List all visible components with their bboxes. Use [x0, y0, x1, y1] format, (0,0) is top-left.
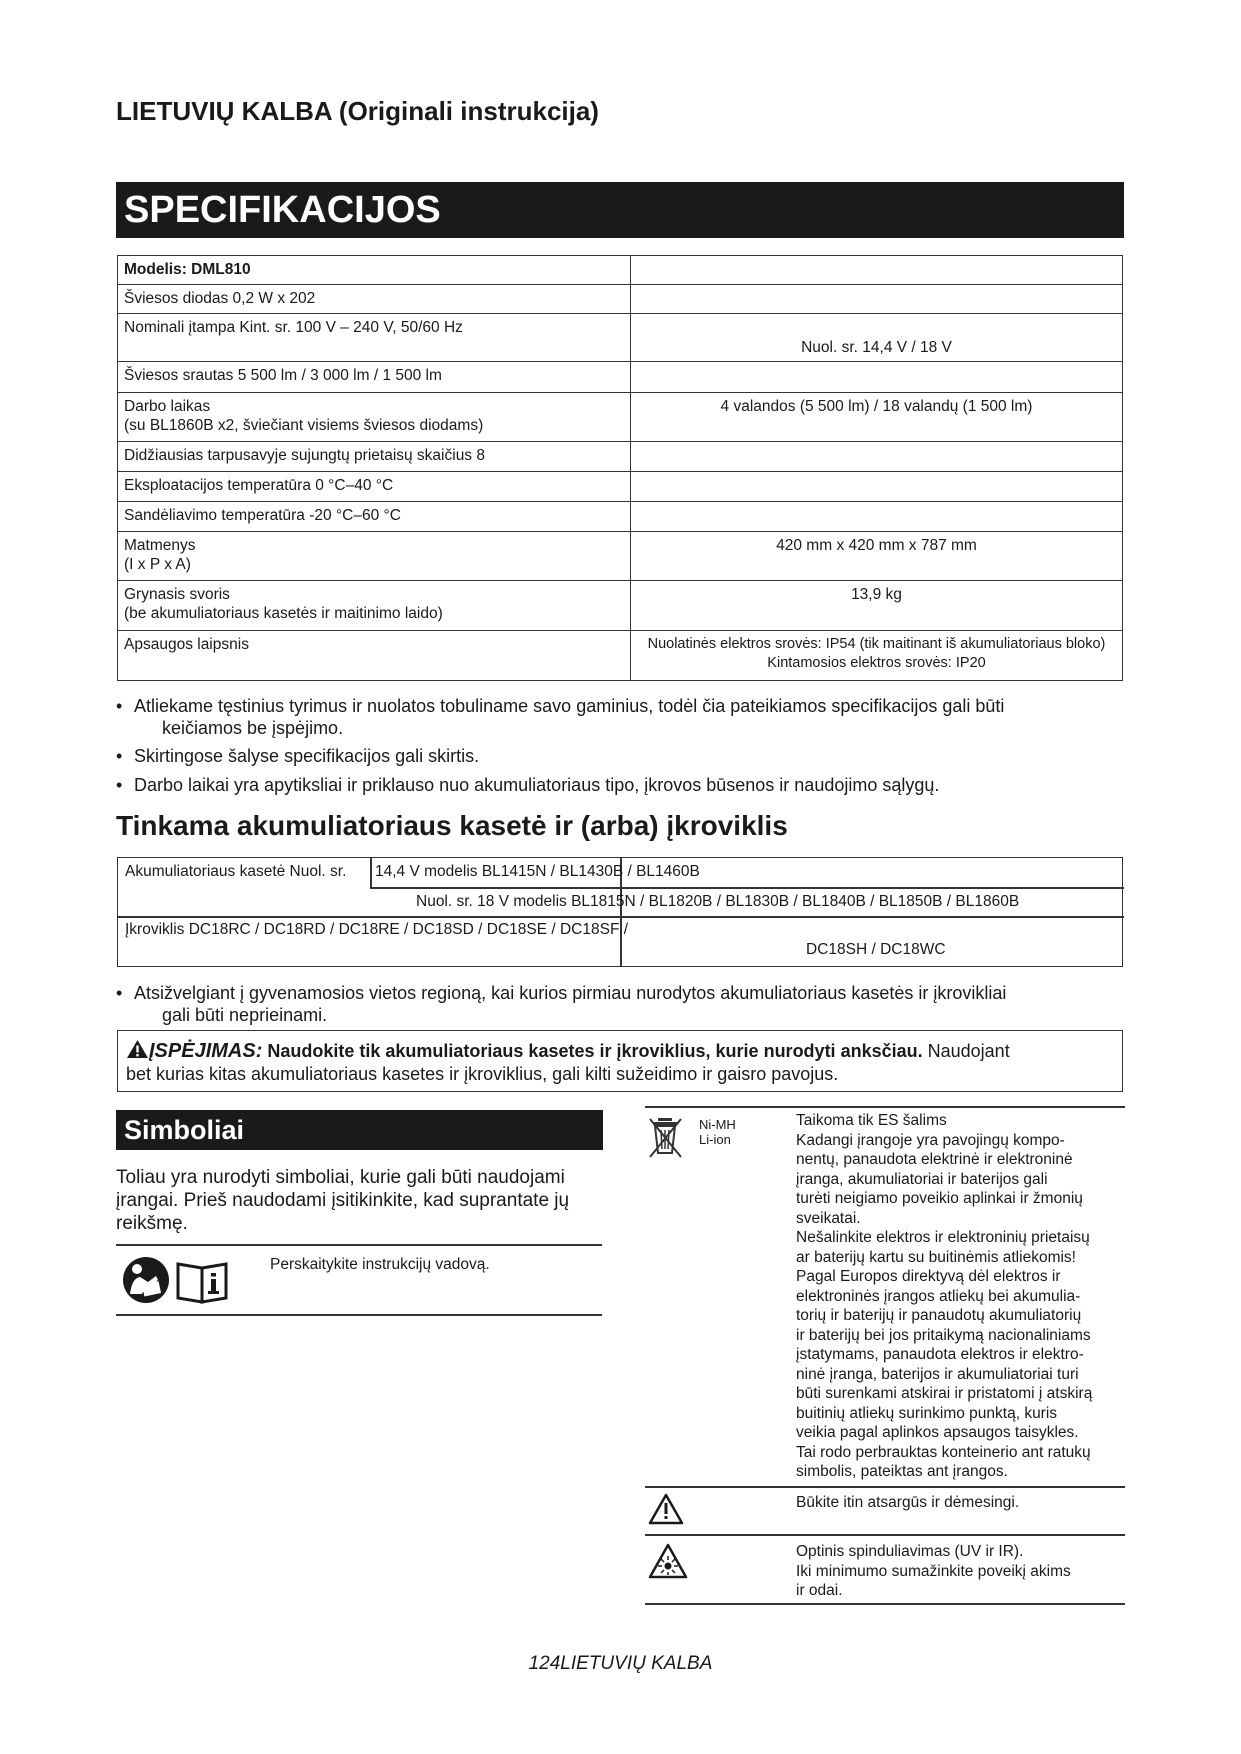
- note-text: keičiamos be įspėjimo.: [162, 718, 344, 738]
- divider: [645, 1106, 1125, 1108]
- battery-table: [117, 857, 1123, 967]
- text-line: ninė įranga, baterijos ir akumuliatoriai turi: [796, 1365, 1079, 1383]
- value-cell: 420 mm x 420 mm x 787 mm: [631, 532, 1123, 581]
- warning-bold-text: Naudokite tik akumuliatoriaus kasetes ir įkroviklius, kurie nurodyti anksčiau.: [267, 1041, 923, 1061]
- value-cell: Nuol. sr. 14,4 V / 18 V: [631, 314, 1123, 362]
- charger-label: Įkroviklis DC18RC / DC18RD / DC18RE / DC18SD / DC18SE / DC18SF /: [125, 921, 629, 938]
- bullet-icon: •: [116, 983, 123, 1003]
- value-cell: 13,9 kg: [631, 581, 1123, 631]
- divider: [370, 858, 372, 888]
- list-item: [116, 982, 1126, 1026]
- model-cell: Modelis: DML810: [118, 256, 631, 285]
- text-line: Taikoma tik ES šalims: [796, 1112, 947, 1129]
- note-text: Atliekame tęstinius tyrimus ir nuolatos tobuliname savo gaminius, todėl čia pateikiamos specifikacijos gali būti: [134, 696, 1005, 716]
- value-cell: [631, 502, 1123, 532]
- label-cell: [118, 581, 631, 631]
- list-item: [116, 695, 1126, 739]
- bullet-icon: •: [116, 746, 123, 766]
- page-title: LIETUVIŲ KALBA (Originali instrukcija): [116, 96, 599, 126]
- symbols-intro: Toliau yra nurodyti simboliai, kurie gali būti naudojami įrangai. Prieš naudodami įsitikinkite, kad suprantate jų reikšmę.: [116, 1167, 570, 1234]
- optical-radiation-text: [796, 1542, 1071, 1601]
- bullet-icon: •: [116, 696, 123, 716]
- crossed-bin-icon: [648, 1115, 688, 1164]
- label-line: Darbo laikas: [124, 398, 211, 415]
- text-line: Nešalinkite elektros ir elektroninių prietaisų: [796, 1229, 1090, 1246]
- text-line: sveikatai.: [796, 1209, 861, 1227]
- specs-heading: SPECIFIKACIJOS: [116, 182, 1124, 238]
- text-line: būti surenkami atskirai ir pristatomi į atskirą: [796, 1385, 1093, 1402]
- text-line: ir odai.: [796, 1582, 843, 1599]
- list-item: [116, 745, 1126, 767]
- value-cell: [631, 256, 1123, 285]
- text-line: torių ir baterijų ir panaudotų akumuliatorių: [796, 1307, 1082, 1324]
- text-line: elektroninės įrangos atliekų bei akumulia-: [796, 1287, 1081, 1305]
- note-text: Skirtingose šalyse specifikacijos gali skirtis.: [134, 746, 480, 766]
- battery-row-14v: 14,4 V modelis BL1415N / BL1430B / BL1460B: [375, 863, 700, 880]
- value-cell: [631, 362, 1123, 393]
- label-line: (I x P x A): [124, 556, 191, 573]
- text-line: Optinis spinduliavimas (UV ir IR).: [796, 1543, 1024, 1560]
- value-line: Nuolatinės elektros srovės: IP54 (tik maitinant iš akumuliatoriaus bloko): [647, 636, 1106, 652]
- symbols-heading: Simboliai: [116, 1110, 603, 1150]
- warning-icon: [126, 1039, 149, 1059]
- warning-text: Naudojant: [927, 1041, 1010, 1061]
- text-line: veikia pagal aplinkos apsaugos taisykles.: [796, 1424, 1079, 1441]
- label-line: (be akumuliatoriaus kasetės ir maitinimo laido): [124, 605, 443, 622]
- eu-disposal-text: [796, 1111, 1126, 1482]
- text-line: turėti neigiamo poveikio aplinkai ir žmonių: [796, 1190, 1083, 1207]
- read-manual-icon: [122, 1256, 228, 1309]
- text-line: Kadangi įrangoje yra pavojingų kompo-: [796, 1131, 1065, 1149]
- note-text: gali būti neprieinami.: [162, 1005, 328, 1025]
- warning-box: [117, 1030, 1123, 1092]
- battery-heading: Tinkama akumuliatoriaus kasetė ir (arba) įkroviklis: [116, 810, 788, 841]
- text-line: simbolis, pateiktas ant įrangos.: [796, 1463, 1008, 1480]
- text-line: įranga, akumuliatoriai ir baterijos gali: [796, 1170, 1048, 1188]
- text-line: ir baterijų bei jos pritaikymą nacionaliniams: [796, 1326, 1091, 1344]
- note-text: Darbo laikai yra apytiksliai ir priklauso nuo akumuliatoriaus tipo, įkrovos būsenos ir naudojimo sąlygų.: [134, 775, 940, 795]
- read-manual-text: Perskaitykite instrukcijų vadovą.: [270, 1256, 490, 1273]
- label-cell: Didžiausias tarpusavyje sujungtų prietaisų skaičius 8: [118, 442, 631, 472]
- page-footer: 124LIETUVIŲ KALBA: [528, 1653, 713, 1674]
- label-cell: Nominali įtampa Kint. sr. 100 V – 240 V, 50/60 Hz: [118, 314, 631, 362]
- charger-value: DC18SH / DC18WC: [806, 941, 946, 958]
- warning-label: ĮSPĖJIMAS:: [149, 1040, 263, 1062]
- specs-table: [117, 255, 1123, 681]
- label-cell: [118, 532, 631, 581]
- divider: [116, 1314, 602, 1316]
- divider: [645, 1534, 1125, 1536]
- value-cell: [631, 472, 1123, 502]
- text-line: Iki minimumo sumažinkite poveikį akims: [796, 1562, 1071, 1580]
- warning-text: bet kurias kitas akumuliatoriaus kasetes ir įkroviklius, gali kilti sužeidimo ir gaisro pavojus.: [126, 1064, 839, 1084]
- divider: [370, 887, 1124, 889]
- value-cell: [631, 285, 1123, 314]
- label-cell: [118, 393, 631, 442]
- label-cell: Apsaugos laipsnis: [118, 631, 631, 681]
- text-line: įstatymams, panaudota elektros ir elektro-: [796, 1346, 1084, 1363]
- label-line: Grynasis svoris: [124, 586, 230, 603]
- caution-text: Būkite itin atsargūs ir dėmesingi.: [796, 1494, 1020, 1511]
- text-line: nentų, panaudota elektrinė ir elektroninė: [796, 1151, 1073, 1168]
- text-line: Pagal Europos direktyvą dėl elektros ir: [796, 1268, 1061, 1285]
- value-cell: [631, 631, 1123, 681]
- label-line: Matmenys: [124, 537, 196, 554]
- divider: [645, 1603, 1125, 1605]
- divider: [116, 1244, 602, 1246]
- label-cell: Sandėliavimo temperatūra -20 °C–60 °C: [118, 502, 631, 532]
- battery-type-label: Li-ion: [699, 1132, 731, 1147]
- battery-row-18v: Nuol. sr. 18 V modelis BL1815N / BL1820B / BL1830B / BL1840B / BL1850B / BL1860B: [416, 893, 1020, 910]
- caution-icon: [648, 1492, 684, 1531]
- label-cell: Šviesos srautas 5 500 lm / 3 000 lm / 1 500 lm: [118, 362, 631, 393]
- list-item: [116, 774, 1126, 796]
- divider: [645, 1486, 1125, 1488]
- text-line: Tai rodo perbrauktas konteinerio ant ratukų: [796, 1443, 1091, 1461]
- value-cell: [631, 442, 1123, 472]
- optical-radiation-icon: [648, 1542, 688, 1585]
- value-line: Kintamosios elektros srovės: IP20: [767, 655, 986, 671]
- bullet-icon: •: [116, 775, 123, 795]
- text-line: ar baterijų kartu su buitinėmis atliekomis!: [796, 1248, 1076, 1266]
- note-text: Atsižvelgiant į gyvenamosios vietos regioną, kai kurios pirmiau nurodytos akumuliatoriaus kasetės ir įkrovikliai: [134, 983, 1007, 1003]
- cartridge-label: Akumuliatoriaus kasetė Nuol. sr.: [125, 863, 347, 880]
- text-line: buitinių atliekų surinkimo punktą, kuris: [796, 1404, 1058, 1422]
- label-cell: Eksploatacijos temperatūra 0 °C–40 °C: [118, 472, 631, 502]
- battery-type-label: Ni-MH: [699, 1117, 736, 1132]
- label-line: (su BL1860B x2, šviečiant visiems šviesos diodams): [124, 417, 484, 434]
- value-cell: 4 valandos (5 500 lm) / 18 valandų (1 500 lm): [631, 393, 1123, 442]
- label-cell: Šviesos diodas 0,2 W x 202: [118, 285, 631, 314]
